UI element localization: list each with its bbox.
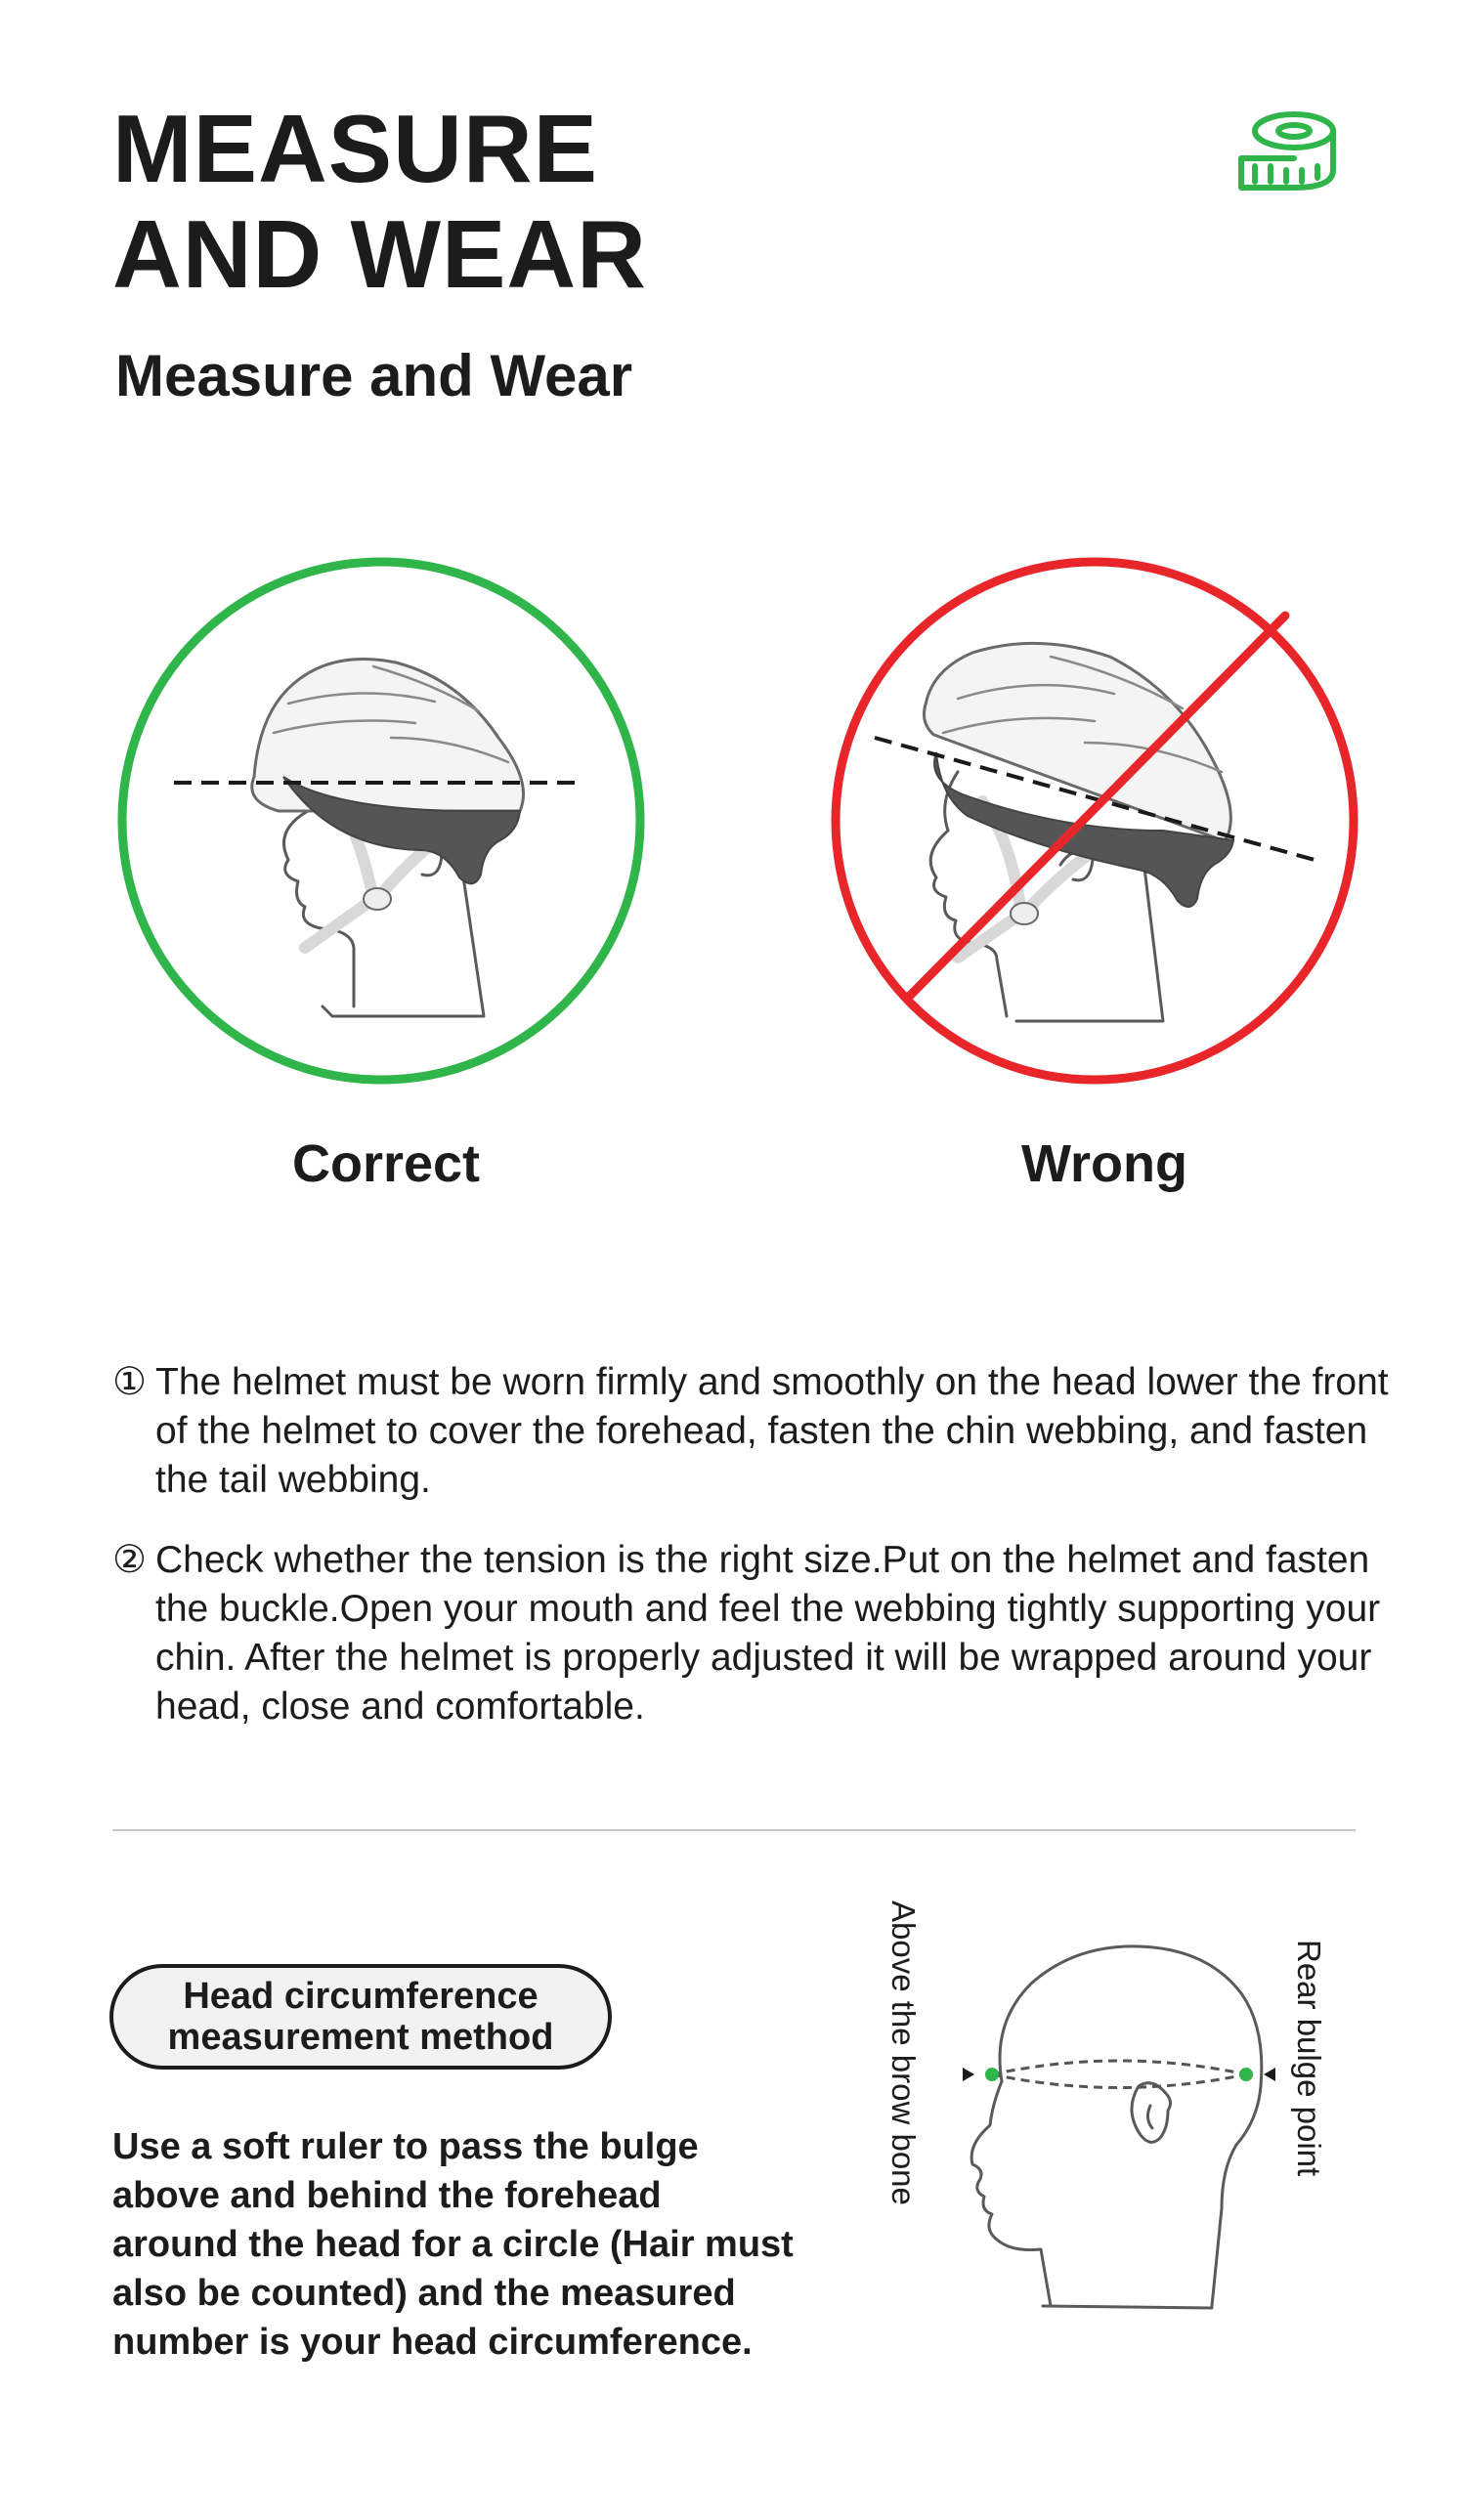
- step-text: Check whether the tension is the right size.Put on the helmet and fasten the buckle.Open your mouth and feel the webbing tightly supporting your chin. After the helmet is properly adjusted it will be wrapped around your head, close and comfortable.: [155, 1539, 1381, 1728]
- measurement-method-badge: [109, 1964, 612, 2070]
- tape-measure-icon: [1233, 109, 1341, 197]
- step-text: The helmet must be worn firmly and smoothly on the head lower the front of the helmet to cover the forehead, fasten the chin webbing, and fasten the tail webbing.: [155, 1361, 1389, 1501]
- correct-fit-illustration: [98, 537, 665, 1104]
- badge-line-1: Head circumference: [183, 1976, 539, 2017]
- page-title: MEASURE AND WEAR: [112, 95, 647, 308]
- instruction-step: [112, 1358, 1412, 1505]
- brow-bone-label: Above the brow bone: [885, 1901, 922, 2205]
- step-number: ②: [112, 1539, 147, 1581]
- section-divider: [112, 1829, 1356, 1831]
- wrong-label: Wrong: [1021, 1134, 1187, 1193]
- instruction-step: [112, 1536, 1412, 1731]
- rear-bulge-label: Rear bulge point: [1291, 1940, 1327, 2177]
- instructions-list: [112, 1358, 1412, 1763]
- measurement-description: Use a soft ruler to pass the bulge above and behind the forehead around the head for a circle (Hair must also be counted) and the measured number is your head circumference.: [112, 2126, 794, 2363]
- page-subtitle: Measure and Wear: [115, 343, 633, 408]
- wrong-fit-illustration: [811, 537, 1378, 1104]
- correct-label: Correct: [291, 1134, 481, 1193]
- step-number: ①: [112, 1361, 147, 1403]
- badge-line-2: measurement method: [167, 2017, 554, 2058]
